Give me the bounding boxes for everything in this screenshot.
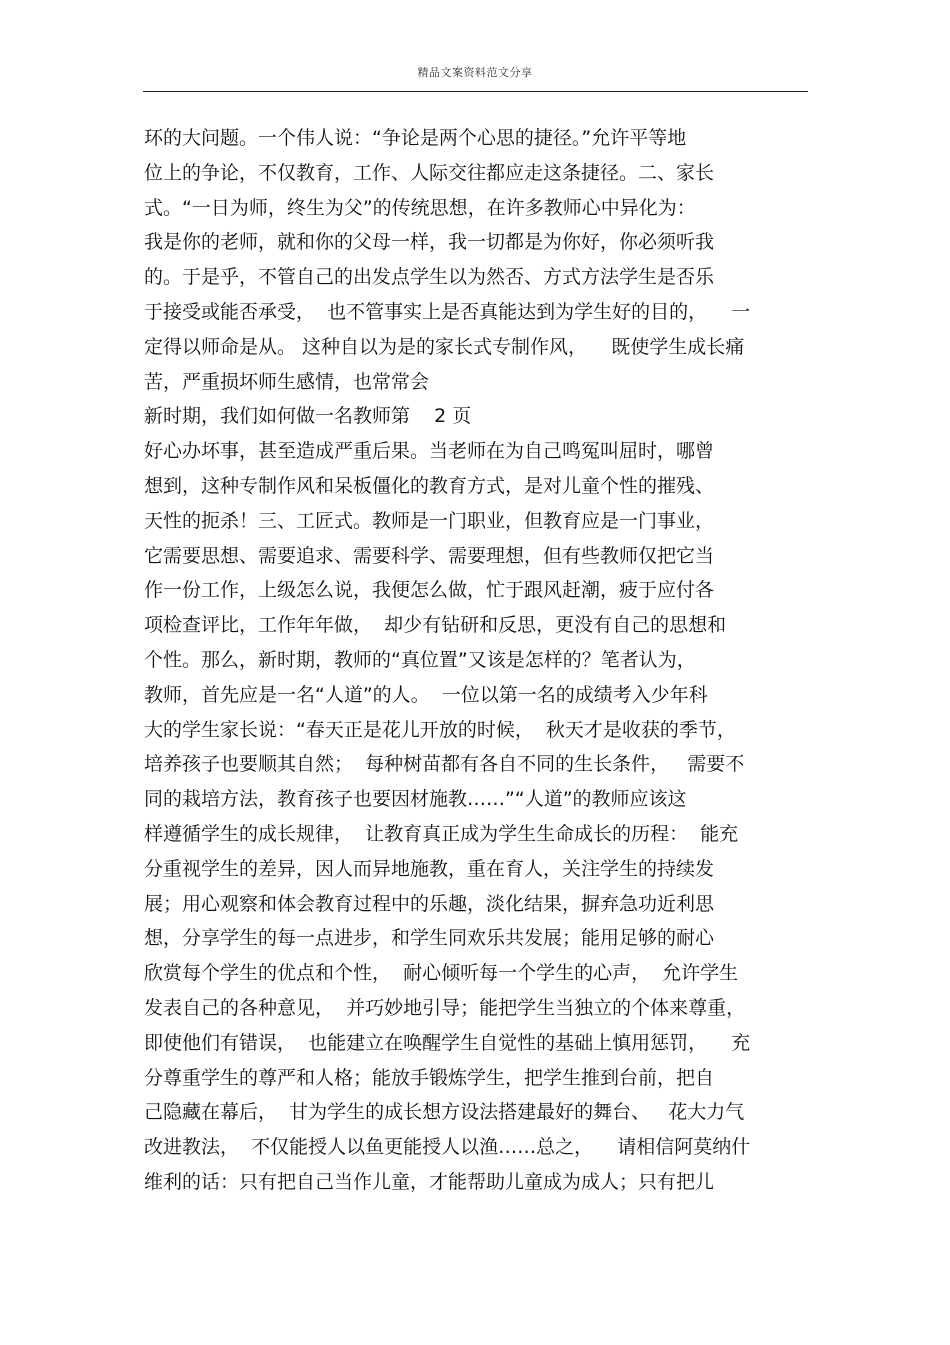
document-body (144, 121, 814, 1200)
text-line: 个性。那么，新时期，教师的“真位置”又该是怎样的？笔者认为， (144, 648, 696, 671)
header-divider (143, 91, 808, 92)
text-line: 展；用心观察和体会教育过程中的乐趣，淡化结果，摒弃急功近利思 (144, 892, 715, 915)
text-line: 同的栽培方法，教育孩子也要因材施教……”“人道”的教师应该这 (144, 788, 687, 811)
page-footer-line: 新时期，我们如何做一名教师第 2 页 (144, 405, 472, 428)
text-line: 想到，这种专制作风和呆板僵化的教育方式，是对儿童个性的摧残、 (144, 474, 715, 497)
text-line: 作一份工作，上级怎么说，我便怎么做，忙于跟风赶潮，疲于应付各 (144, 579, 715, 602)
text-line: 发表自己的各种意见， 并巧妙地引导；能把学生当独立的个体来尊重， (144, 996, 746, 1019)
text-line: 样遵循学生的成长规律， 让教育真正成为学生生命成长的历程： 能充 (144, 822, 739, 845)
text-line: 的。于是乎，不管自己的出发点学生以为然否、方式方法学生是否乐 (144, 266, 715, 289)
text-line: 环的大问题。一个伟人说：“争论是两个心思的捷径。”允许平等地 (144, 127, 687, 149)
text-line: 我是你的老师，就和你的父母一样，我一切都是为你好，你必须听我 (144, 231, 715, 254)
text-line: 即使他们有错误， 也能建立在唤醒学生自觉性的基础上慎用惩罚， 充 (144, 1031, 751, 1054)
text-line: 维利的话：只有把自己当作儿童，才能帮助儿童成为成人；只有把儿 (144, 1170, 715, 1193)
text-line: 改进教法， 不仅能授人以鱼更能授人以渔……总之， 请相信阿莫纳什 (144, 1136, 751, 1159)
text-line: 天性的扼杀！三、工匠式。教师是一门职业，但教育应是一门事业， (144, 509, 715, 532)
text-line: 分尊重学生的尊严和人格；能放手锻炼学生，把学生推到台前，把自 (144, 1066, 715, 1089)
text-line: 教师，首先应是一名“人道”的人。 一位以第一名的成绩考入少年科 (144, 683, 708, 706)
text-line: 己隐藏在幕后， 甘为学生的成长想方设法搭建最好的舞台、 花大力气 (144, 1101, 745, 1124)
text-line: 项检查评比，工作年年做， 却少有钻研和反思，更没有自己的思想和 (144, 614, 727, 637)
page-header: 精品文案资料范文分享 (417, 66, 533, 79)
text-line: 分重视学生的差异，因人而异地施教，重在育人，关注学生的持续发 (144, 857, 715, 880)
text-line: 它需要思想、需要追求、需要科学、需要理想，但有些教师仅把它当 (144, 544, 715, 567)
text-line: 欣赏每个学生的优点和个性， 耐心倾听每一个学生的心声， 允许学生 (144, 962, 739, 985)
text-line: 培养孩子也要顺其自然； 每种树苗都有各自不同的生长条件， 需要不 (144, 753, 745, 776)
text-line: 好心办坏事，甚至造成严重后果。当老师在为自己鸣冤叫屈时，哪曾 (144, 440, 715, 463)
text-line: 大的学生家长说：“春天正是花儿开放的时候， 秋天才是收获的季节， (144, 718, 736, 741)
text-line: 位上的争论，不仅教育，工作、人际交往都应走这条捷径。二、家长 (144, 161, 715, 184)
text-line: 苦，严重损坏师生感情，也常常会 (144, 370, 430, 393)
text-line: 式。“一日为师，终生为父”的传统思想，在许多教师心中异化为： (144, 196, 696, 219)
text-line: 想，分享学生的每一点进步，和学生同欢乐共发展；能用足够的耐心 (144, 927, 715, 950)
text-line: 定得以师命是从。 这种自以为是的家长式专制作风， 既使学生成长痛 (144, 335, 745, 358)
text-line: 于接受或能否承受， 也不管事实上是否真能达到为学生好的目的， 一 (144, 300, 751, 323)
